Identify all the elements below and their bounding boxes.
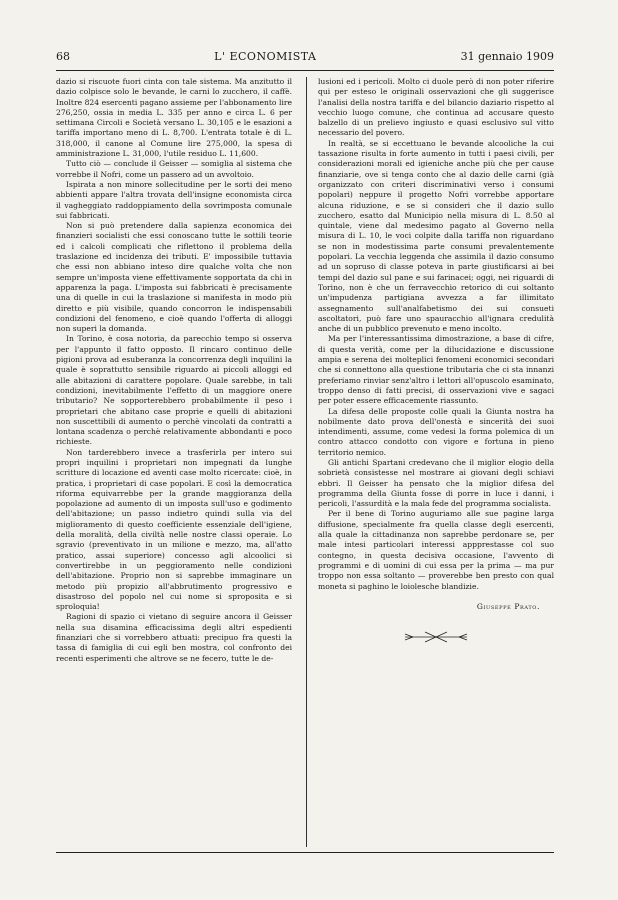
paragraph: In realtà, se si eccettuano le bevande alcooliche la cui tassazione risulta in forte aumento in tutti i paesi civili, per considerazioni morali ed igieniche anche più che per cause finanziarie, ove si tenga conto che al dazio delle carni (già organizzato con criteri discriminativi verso i consumi popolari) neppure il progetto Nofri vorrebbe apportare alcuna riduzione, e se si consideri che il dazio sullo zucchero, esatto dal Municipio nella misura di L. 8.50 al quintale, viene dal medesimo pagato al Governo nella misura di L. 10, le voci colpite dalla tariffa non riguardano se non in modestissima parte consumi prevalentemente popolari. La vecchia leggenda che assimila il dazio consumo ad un sopruso di classe poteva in parte giustificarsi ai bei tempi del dazio sul pane e sui farinacei; oggi, nei riguardi di Torino, non è che un ferravecchio retorico di cui soltanto un'impudenza partigiana avvezza a far illimitato assegnamento sull'analfabetismo dei sui consueti ascoltatori, può fare uno spauracchio all'ignara credulità anche di un pubblico prevenuto e meno incolto. bbox=[318, 138, 554, 334]
paragraph: Non tarderebbero invece a trasferirla per intero sui propri inquilini i proprietari non impegnati da lunghe scritture di locazione ed aventi case molto ricercate: cioè, in pratica, i proprietari di case popolari. E così la democratica riforma equivarrebbe per la grande maggioranza della popolazione ad aumento di un imposta sull'uso e godimento dell'abitazione; un passo indietro quindi sulla via del miglioramento di questo coefficiente essenziale dell'igiene, della moralità, della civiltà nelle nostre classi operaie. Lo sgravio (preventivato in un milione e mezzo, ma, all'atto pratico, assai superiore) concesso agli alcoolici si convertirebbe in un peggioramento nelle condizioni dell'abitazione. Proprio non si saprebbe immaginare un metodo più propizio all'abbrutimento progressivo e disastroso del popolo nel cui nome si spropositа e si sproloquia! bbox=[56, 447, 292, 612]
paragraph: dazio si riscuote fuori cinta con tale sistema. Ma anzitutto il dazio colpisce solo le bevande, le carni lo zucchero, il caffè. Inoltre 824 esercenti pagano assieme per l'abbonamento lire 276,250, ossia in media L. 335 per anno e circa L. 6 per settimana Circoli e Società versano L. 30,105 e le esazioni a tariffa importano meno di L. 8,700. L'entrata totale è di L. 318,000, il canone al Comune lire 275,000, la spesa di amministrazione L. 31,000, l'utile residuo L. 11,600. bbox=[56, 77, 292, 159]
right-column bbox=[318, 77, 554, 847]
left-column bbox=[56, 77, 292, 847]
paragraph: La difesa delle proposte colle quali la Giunta nostra ha nobilmente dato prova dell'onestà e sincerità dei suoi intendimenti, assume, come vedesi la forma polemica di un contro attacco condotto con vigore e fortuna in pieno territorio nemico. bbox=[318, 406, 554, 457]
paragraph: Ragioni di spazio ci vietano di seguire ancora il Geisser nella sua disamina efficacissima degli altri espedienti finanziari che si vorrebbero attuati: precipuo fra questi la tassa di famiglia di cui egli ben mostra, col confronto dei recenti esperimenti che altrove se ne fecero, tutte le de- bbox=[56, 612, 292, 663]
column-divider bbox=[306, 77, 307, 847]
author-signature: Giuseppe Prato. bbox=[476, 601, 540, 611]
paragraph: Non si può pretendere dalla sapienza economica dei finanzieri socialisti che essi conoscano tutte le sottili teorie ed i calcoli complicati che riflettono il problema della traslazione ed incidenza dei tributi. E' impossibile tuttavia che essi non abbiano inteso dire qualche volta che non sempre un'imposta viene effettivamente sopportata da chi in apparenza la paga. L'imposta sui fabbricati è precisamente una di quelle in cui la traslazione si manifesta in modo più diretto e più visibile, quando concorron le indispensabili condizioni del fenomeno, e cioè quando l'offerta di alloggi non superi la domanda. bbox=[56, 221, 292, 334]
paragraph: Ma per l'interessantissima dimostrazione, a base di cifre, di questa verità, come per la dilucidazione e discussione ampia e serena dei molteplici fenomeni economici secondari che si connettono alla questione tributaria che ci sta innanzi preferiamo rinviar senz'altro i lettori all'opuscolo esaminato, troppo denso di fatti precisi, di osservazioni vive e sagaci per poter essere efficacemente riassunto. bbox=[318, 334, 554, 406]
paragraph: Tutto ciò — conclude il Geisser — somiglia al sistema che vorrebbe il Nofri, come un passero ad un avvoltoio. bbox=[56, 159, 292, 179]
paragraph: Gli antichi Spartani credevano che il miglior elogio della sobrietà consistesse nel mostrare ai giovani degli schiavi ebbri. Il Geisser ha pensato che la miglior difesa del programma della Giunta fosse di porre in luce i danni, i pericoli, l'assurdità e la mala fede del programma socialista. bbox=[318, 457, 554, 509]
page-header bbox=[56, 50, 554, 66]
paragraph: Per il bene di Torino auguriamo alle sue pagine larga diffusione, specialmente fra quella classe degli esercenti, alla quale la cittadinanza non saprebbe perdonare se, per male intesi particolari interessi appprestasse col suo contegno, in questa decisiva occasione, l'avvento di programmi e di uomini di cui essa per la prima — ma pur troppo non essa soltanto — proverebbe ben presto con qual moneta si paghino le loiolesche blandizie. bbox=[318, 509, 554, 591]
paragraph: Ispirata a non minore sollecitudine per le sorti dei meno abbienti appare l'altra trovata dell'insigne economista circa il vagheggiato raddoppiamento della sovrimposta comunale sui fabbricati. bbox=[56, 179, 292, 220]
ornament-icon bbox=[318, 630, 554, 647]
paragraph: In Torino, è cosa notoria, da parecchio tempo si osserva per l'appunto il fatto opposto. Il rincaro continuo delle pigioni prova ad esuberanza la concorrenza degli inquilini la quale è soprattutto sensibile riguardo ai piccoli alloggi ed alle abitazioni di carattere popolare. Quale sarebbe, in tali condizioni, inevitabilmente l'effetto di un maggiore onere tributario? Ne sopporterebbero probabilmente il peso i proprietari che abitano case proprie e quelli di abitazioni non suscettibili di aumento o perchè vincolati da contratti a lontana scadenza o perchè relativamente abbondanti e poco richieste. bbox=[56, 334, 292, 447]
header-rule bbox=[56, 70, 554, 71]
issue-date: 31 gennaio 1909 bbox=[460, 50, 554, 63]
footer-rule bbox=[56, 852, 554, 853]
journal-title: L' ECONOMISTA bbox=[214, 50, 317, 63]
page-number: 68 bbox=[56, 50, 70, 63]
paragraph: lusioni ed i pericoli. Molto ci duole però di non poter riferire qui per esteso le originali osservazioni che gli suggerisce l'analisi della nostra tariffa e del bilancio daziario rispetto al vecchio luogo comune, che continua ad accusare questo balzello di un prelievo ingiusto e quasi esclusivo sul vitto necessario del povero. bbox=[318, 77, 554, 138]
